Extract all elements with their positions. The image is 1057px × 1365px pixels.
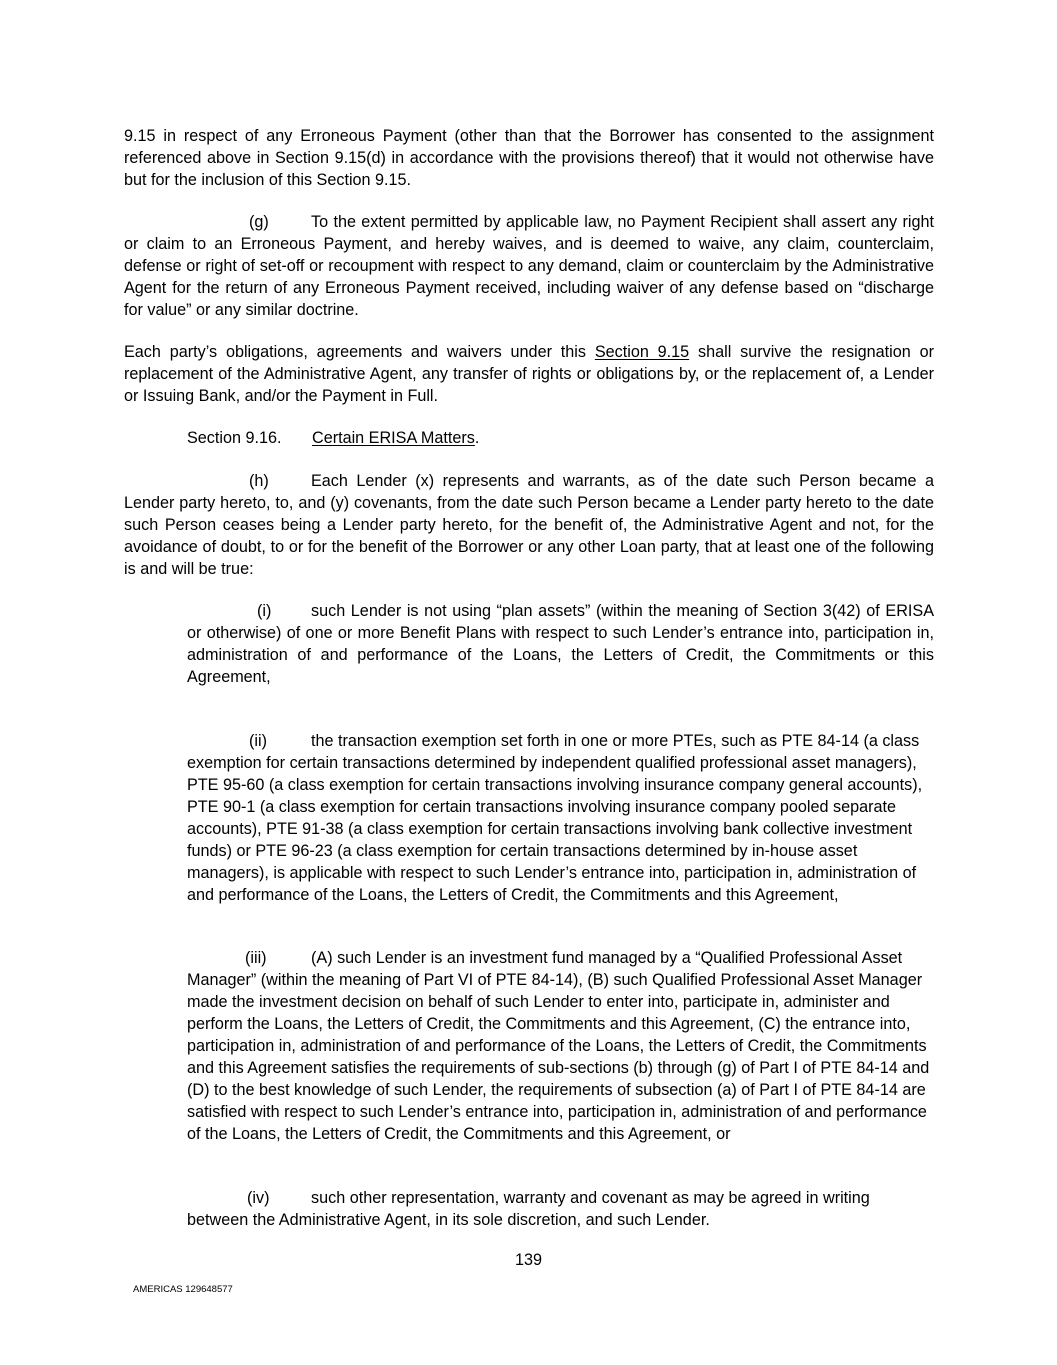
section-number: Section 9.16. bbox=[187, 429, 282, 447]
paragraph-survival-after: shall survive the resignation or replacement of the Administrative Agent, any transfer of rights or obligations by, or the replacement of, a Lender or Issuing Bank, and/or the Payment in Full. bbox=[124, 343, 935, 405]
page-number: 139 bbox=[514, 1251, 542, 1269]
list-item-i bbox=[187, 600, 934, 688]
list-item-iii-label: (iii) bbox=[245, 949, 267, 967]
list-item-iv-text: such other representation, warranty and covenant as may be agreed in writing between the Administrative Agent, in its sole discretion, and such Lender. bbox=[187, 1189, 870, 1229]
section-title: Certain ERISA Matters bbox=[312, 429, 475, 447]
list-item-i-label: (i) bbox=[257, 602, 272, 620]
paragraph-continuation: 9.15 in respect of any Erroneous Payment (other than that the Borrower has consented to the assignment referenced above in Section 9.15(d) in accordance with the provisions thereof) that it would not otherwise have but for the inclusion of this Section 9.15. bbox=[124, 127, 934, 189]
footer-document-id: AMERICAS 129648577 bbox=[133, 1284, 233, 1295]
list-item-iv-label: (iv) bbox=[247, 1189, 270, 1207]
paragraph-h-text: Each Lender (x) represents and warrants, as of the date such Person became a Lender party hereto, to, and (y) covenants, from the date such Person became a Lender party hereto to the date such Person ceases being a Lender party hereto, for the benefit of, the Administrative Agent and not, for the avoidance of doubt, to or for the benefit of the Borrower or any other Loan party, that at least one of the following is and will be true: bbox=[124, 472, 934, 578]
paragraph-g bbox=[124, 211, 934, 321]
list-item-iv bbox=[187, 1187, 934, 1231]
paragraph-survival bbox=[124, 341, 934, 407]
list-item-iii bbox=[187, 947, 934, 1145]
list-item-i-text: such Lender is not using “plan assets” (within the meaning of Section 3(42) of ERISA or otherwise) of one or more Benefit Plans with respect to such Lender’s entrance into, participation in, administration of and performance of the Loans, the Letters of Credit, the Commitments or this Agreement, bbox=[187, 602, 934, 686]
list-item-iii-text: (A) such Lender is an investment fund managed by a “Qualified Professional Asset Manager” (within the meaning of Part VI of PTE 84-14), (B) such Qualified Professional Asset Manager made the investment decision on behalf of such Lender to enter into, participate in, administer and perform the Loans, the Letters of Credit, the Commitments and this Agreement, (C) the entrance into, participation in, administration of and performance of the Loans, the Letters of Credit, the Commitments and this Agreement satisfies the requirements of sub-sections (b) through (g) of Part I of PTE 84-14 and (D) to the best knowledge of such Lender, the requirements of subsection (a) of Part I of PTE 84-14 are satisfied with respect to such Lender’s entrance into, participation in, administration of and performance of the Loans, the Letters of Credit, the Commitments and this Agreement, or bbox=[187, 949, 930, 1143]
list-item-ii-label: (ii) bbox=[249, 732, 267, 750]
paragraph-g-text: To the extent permitted by applicable law, no Payment Recipient shall assert any right or claim to an Erroneous Payment, and hereby waives, and is deemed to waive, any claim, counterclaim, defense or right of set-off or recoupment with respect to any demand, claim or counterclaim by the Administrative Agent for the return of any Erroneous Payment received, including waiver of any defense based on “discharge for value” or any similar doctrine. bbox=[124, 213, 934, 319]
paragraph-g-label: (g) bbox=[249, 213, 269, 231]
paragraph-h-label: (h) bbox=[249, 472, 269, 490]
paragraph-h bbox=[124, 470, 934, 580]
section-heading bbox=[187, 427, 934, 449]
list-item-ii bbox=[187, 730, 934, 906]
section-reference-link: Section 9.15 bbox=[594, 343, 690, 361]
section-title-punct: . bbox=[474, 429, 480, 447]
list-item-ii-text: the transaction exemption set forth in one or more PTEs, such as PTE 84-14 (a class exemption for certain transactions determined by independent qualified professional asset managers), PTE 95-60 (a class exemption for certain transactions involving insurance company general accounts), PTE 90-1 (a class exemption for certain transactions involving insurance company pooled separate accounts), PTE 91-38 (a class exemption for certain transactions involving bank collective investment funds) or PTE 96-23 (a class exemption for certain transactions determined by in-house asset managers), is applicable with respect to such Lender’s entrance into, participation in, administration of and performance of the Loans, the Letters of Credit, the Commitments and this Agreement, bbox=[187, 732, 923, 904]
paragraph-survival-before: Each party’s obligations, agreements and waivers under this bbox=[124, 343, 595, 361]
